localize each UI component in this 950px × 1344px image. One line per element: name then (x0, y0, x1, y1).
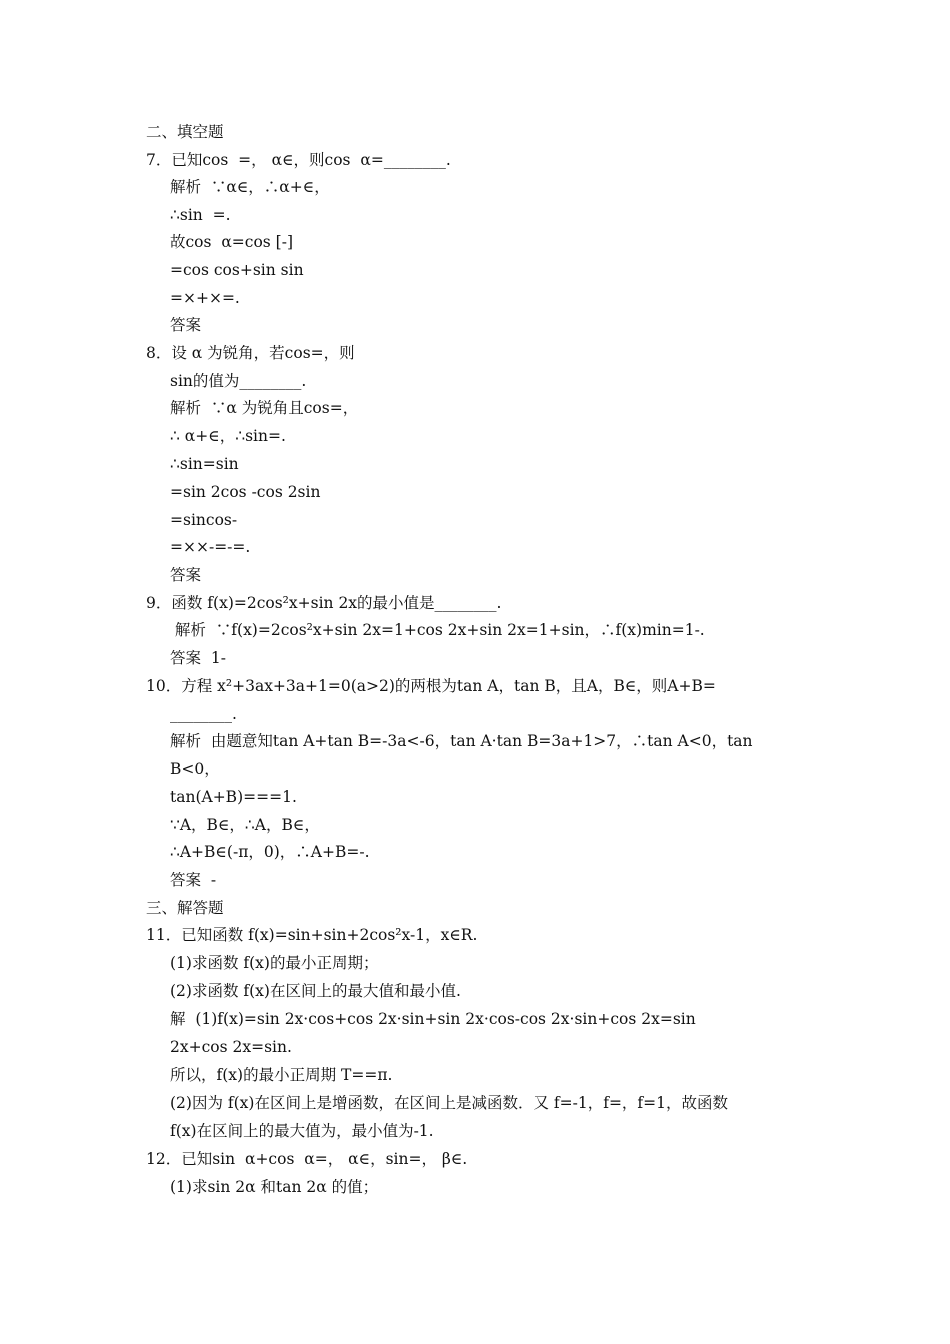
q10-analysis-line: ∵A，B∈，∴A，B∈， (170, 816, 320, 834)
q7-answer: 答案 (170, 316, 202, 334)
q10-analysis-line: ∴A+B∈(-π，0)，∴A+B=-. (170, 843, 370, 861)
q7-analysis-line: =cos cos+sin sin (170, 261, 304, 279)
q8-analysis-line: =sin 2cos -cos 2sin (170, 483, 321, 501)
q11-solution-line: (2)因为 f(x)在区间上是增函数，在区间上是减函数．又 f=-1，f=，f=1，故函数 (170, 1094, 729, 1112)
q7-analysis-line: ∴sin =. (170, 206, 231, 224)
question-10: 10．方程 x²+3ax+3a+1=0(a>2)的两根为tan A，tan B，且A，B∈，则A+B= (146, 677, 716, 695)
q8-analysis-line: 解析 ∵α 为锐角且cos=， (170, 399, 359, 417)
question-8-continued: sin的值为________. (170, 372, 307, 390)
question-7: 7．已知cos =， α∈，则cos α=________. (146, 151, 451, 169)
q11-solution-line: 解 (1)f(x)=sin 2x·cos+cos 2x·sin+sin 2x·cos-cos 2x·sin+cos 2x=sin (170, 1010, 696, 1028)
q11-solution-line: 2x+cos 2x=sin. (170, 1038, 292, 1056)
q11-part-2: (2)求函数 f(x)在区间上的最大值和最小值. (170, 982, 461, 1000)
q7-analysis-line: =×+×=. (170, 289, 240, 307)
q8-analysis-line: ∴sin=sin (170, 455, 239, 473)
question-12: 12．已知sin α+cos α=， α∈，sin=， β∈. (146, 1150, 468, 1168)
q11-solution-line: 所以，f(x)的最小正周期 T==π. (170, 1066, 393, 1084)
q10-analysis-line: B<0， (170, 760, 220, 778)
section-heading-solutions: 三、解答题 (146, 899, 224, 917)
question-10-continued: ________. (170, 705, 237, 723)
q10-analysis-line: tan(A+B)===1. (170, 788, 297, 806)
q8-answer: 答案 (170, 566, 202, 584)
q11-solution-line: f(x)在区间上的最大值为，最小值为-1. (170, 1122, 434, 1140)
q12-part-1: (1)求sin 2α 和tan 2α 的值； (170, 1178, 379, 1196)
q10-analysis-line: 解析 由题意知tan A+tan B=-3a<-6，tan A·tan B=3a+1>7，∴tan A<0，tan (170, 732, 753, 750)
question-8: 8．设 α 为锐角，若cos=，则 (146, 344, 355, 362)
section-heading-fill-in: 二、填空题 (146, 123, 224, 141)
q7-analysis-line: 故cos α=cos [-] (170, 233, 294, 251)
q11-part-1: (1)求函数 f(x)的最小正周期； (170, 954, 379, 972)
question-11: 11．已知函数 f(x)=sin+sin+2cos²x-1，x∈R. (146, 926, 478, 944)
q8-analysis-line: ∴ α+∈，∴sin=. (170, 427, 286, 445)
q9-analysis-line: 解析 ∵f(x)=2cos²x+sin 2x=1+cos 2x+sin 2x=1+sin，∴f(x)min=1-. (170, 621, 705, 639)
q8-analysis-line: =sincos- (170, 511, 238, 529)
q7-analysis-line: 解析 ∵α∈，∴α+∈， (170, 178, 330, 196)
q8-analysis-line: =××-=-=. (170, 538, 251, 556)
question-9: 9．函数 f(x)=2cos²x+sin 2x的最小值是________. (146, 594, 502, 612)
q10-answer: 答案 - (170, 871, 217, 889)
q9-answer: 答案 1- (170, 649, 226, 667)
